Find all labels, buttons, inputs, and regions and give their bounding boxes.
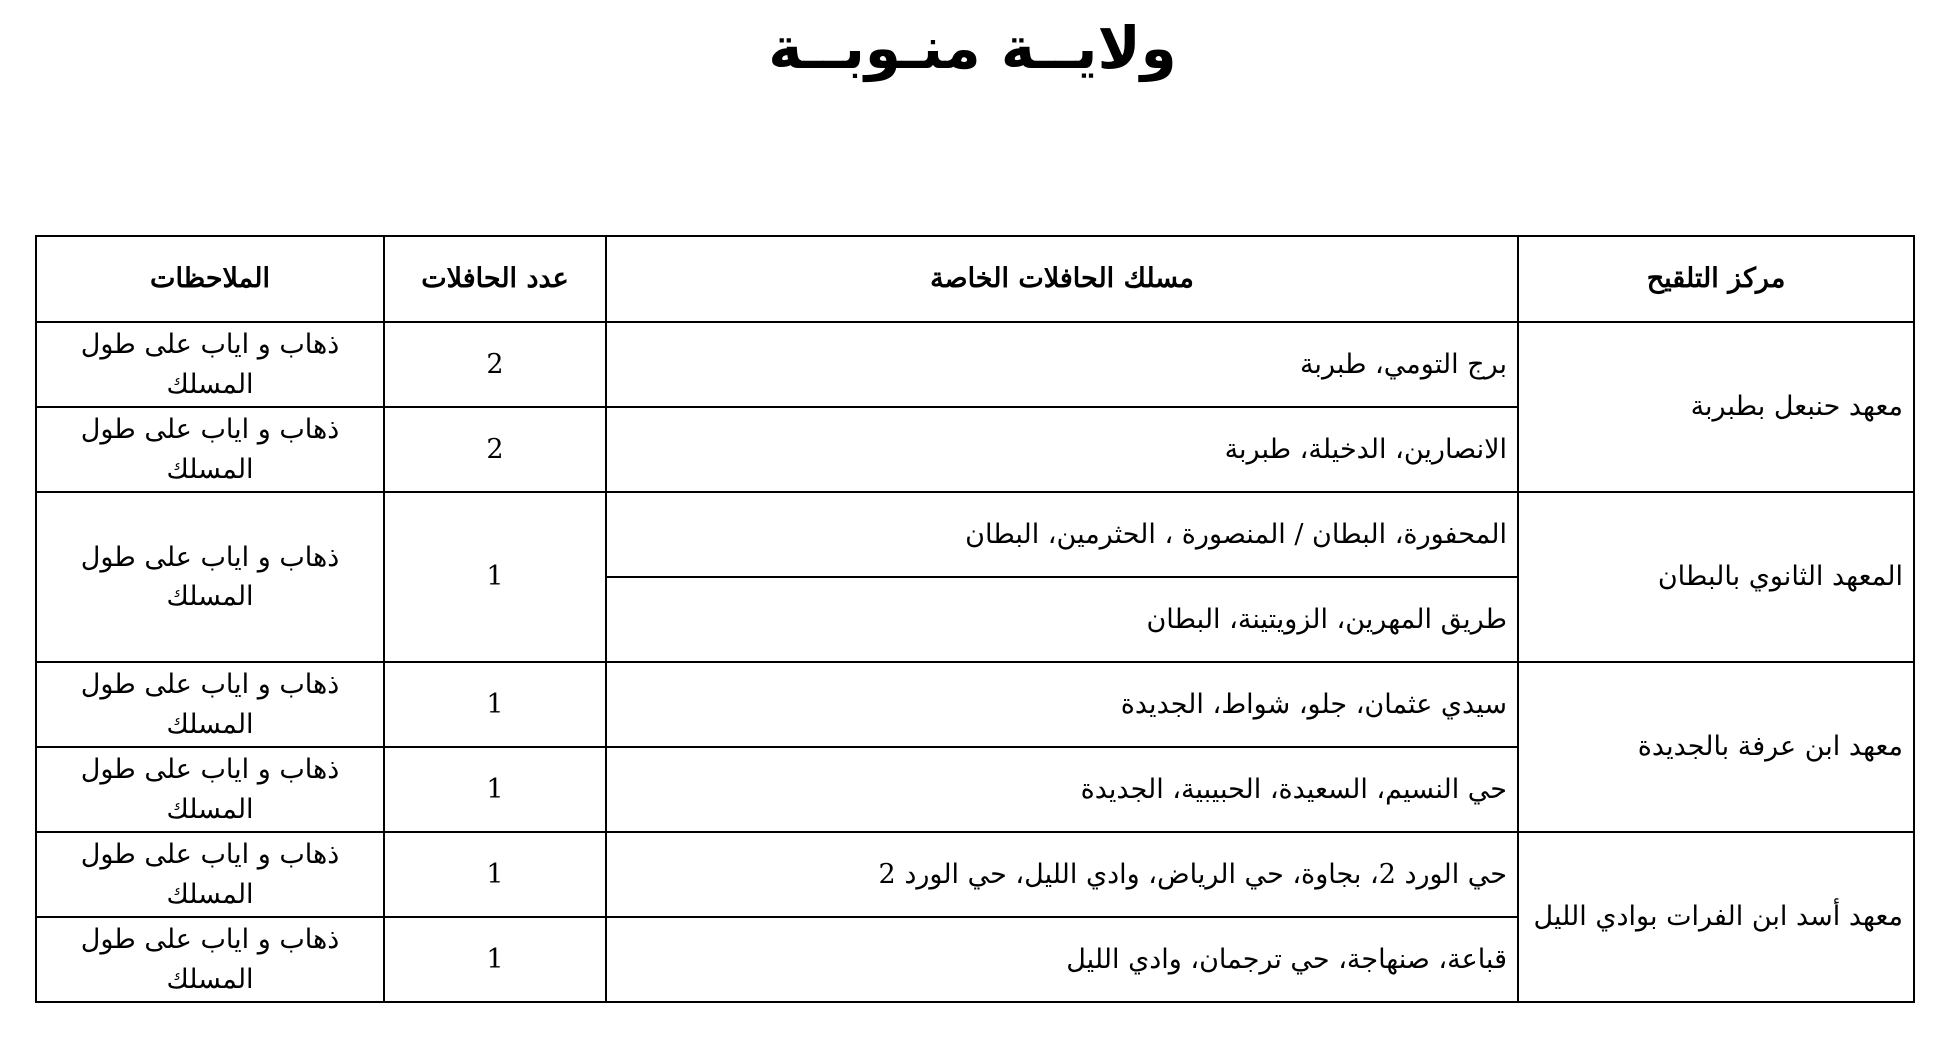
header-count: عدد الحافلات <box>384 236 606 322</box>
notes-cell: ذهاب و اياب على طول المسلك <box>36 407 384 492</box>
header-center: مركز التلقيح <box>1518 236 1914 322</box>
bus-count-cell: 1 <box>384 492 606 662</box>
notes-cell: ذهاب و اياب على طول المسلك <box>36 322 384 407</box>
bus-count-cell: 1 <box>384 917 606 1002</box>
bus-routes-table <box>35 235 1915 1003</box>
table-row <box>36 832 1914 917</box>
route-cell: الانصارين، الدخيلة، طبربة <box>606 407 1518 492</box>
table-row <box>36 322 1914 407</box>
notes-cell: ذهاب و اياب على طول المسلك <box>36 832 384 917</box>
notes-cell: ذهاب و اياب على طول المسلك <box>36 492 384 662</box>
route-cell: سيدي عثمان، جلو، شواط، الجديدة <box>606 662 1518 747</box>
route-cell: طريق المهرين، الزويتينة، البطان <box>606 577 1518 662</box>
bus-count-cell: 1 <box>384 832 606 917</box>
route-cell: حي النسيم، السعيدة، الحبيبية، الجديدة <box>606 747 1518 832</box>
table-row <box>36 662 1914 747</box>
table-header-row <box>36 236 1914 322</box>
vaccination-center-cell: معهد حنبعل بطبربة <box>1518 322 1914 492</box>
header-route: مسلك الحافلات الخاصة <box>606 236 1518 322</box>
bus-count-cell: 2 <box>384 322 606 407</box>
route-cell: قباعة، صنهاجة، حي ترجمان، وادي الليل <box>606 917 1518 1002</box>
vaccination-center-cell: المعهد الثانوي بالبطان <box>1518 492 1914 662</box>
header-notes: الملاحظات <box>36 236 384 322</box>
vaccination-center-cell: معهد ابن عرفة بالجديدة <box>1518 662 1914 832</box>
bus-count-cell: 1 <box>384 662 606 747</box>
route-cell: برج التومي، طبربة <box>606 322 1518 407</box>
table-row <box>36 492 1914 577</box>
notes-cell: ذهاب و اياب على طول المسلك <box>36 662 384 747</box>
route-cell: المحفورة، البطان / المنصورة ، الحثرمين، البطان <box>606 492 1518 577</box>
bus-count-cell: 2 <box>384 407 606 492</box>
notes-cell: ذهاب و اياب على طول المسلك <box>36 747 384 832</box>
notes-cell: ذهاب و اياب على طول المسلك <box>36 917 384 1002</box>
vaccination-center-cell: معهد أسد ابن الفرات بوادي الليل <box>1518 832 1914 1002</box>
page-title: ولايــة منـوبــة <box>768 14 1177 82</box>
route-cell: حي الورد 2، بجاوة، حي الرياض، وادي الليل، حي الورد 2 <box>606 832 1518 917</box>
bus-count-cell: 1 <box>384 747 606 832</box>
